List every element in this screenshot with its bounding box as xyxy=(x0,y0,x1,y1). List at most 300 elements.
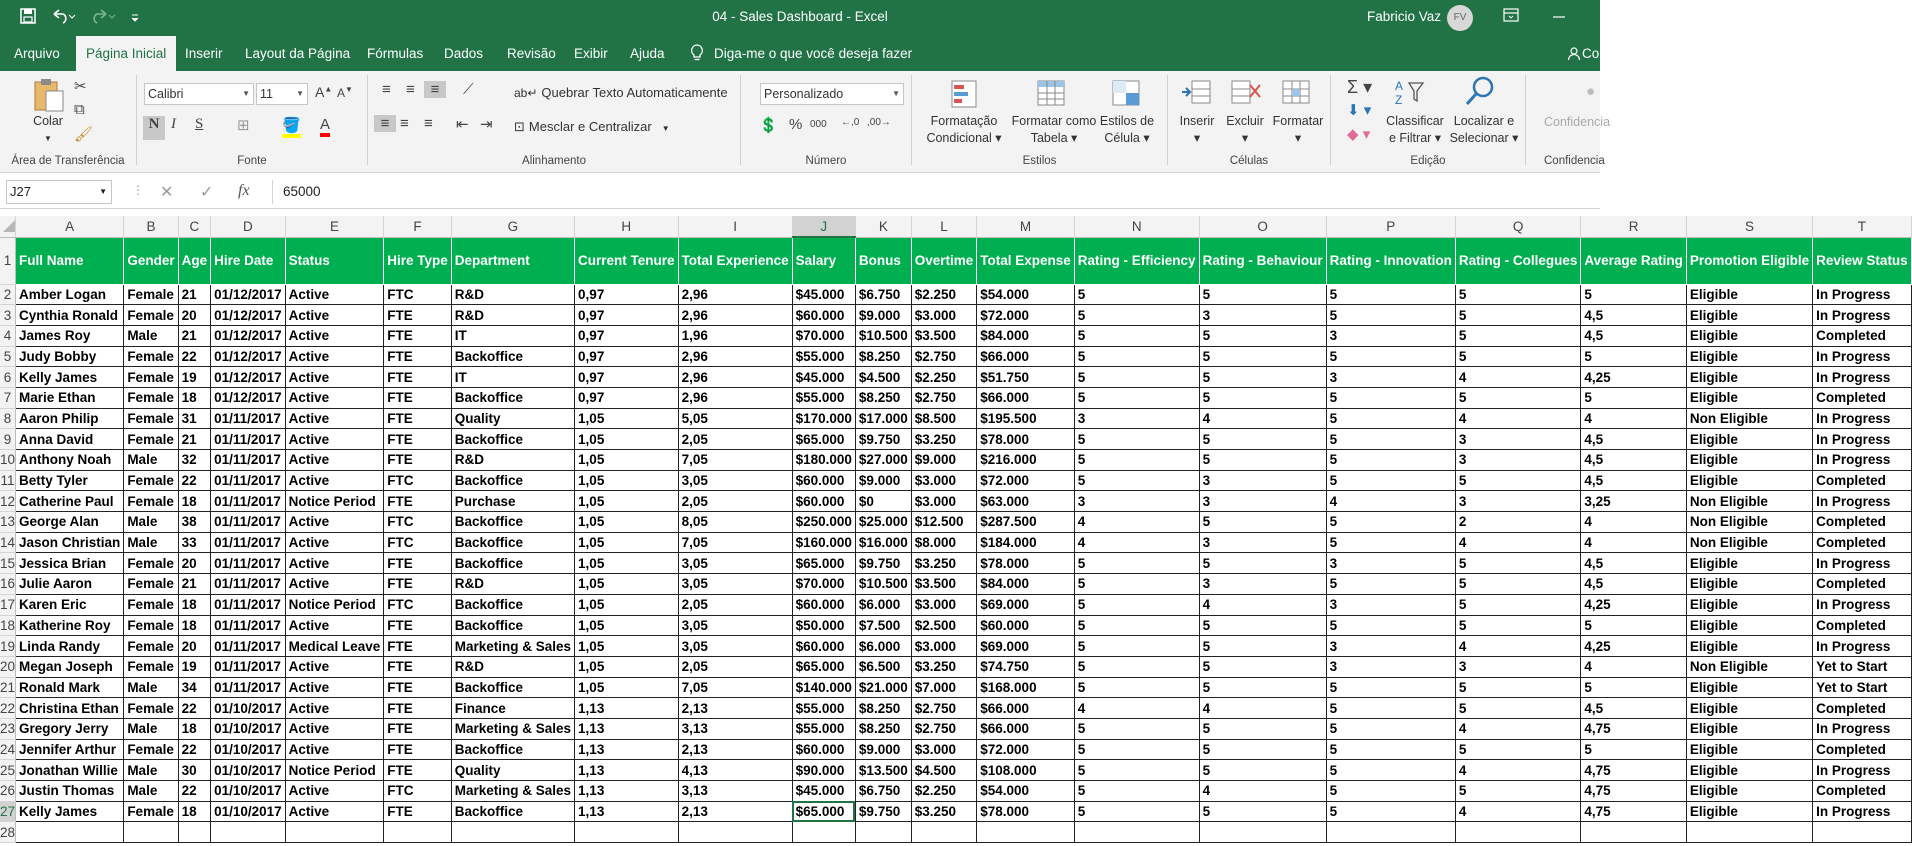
table-cell[interactable]: 5 xyxy=(1326,781,1455,802)
table-cell[interactable]: Backoffice xyxy=(451,801,574,822)
table-cell[interactable]: In Progress xyxy=(1813,346,1912,367)
table-cell[interactable]: 2,05 xyxy=(678,491,792,512)
table-cell[interactable]: Eligible xyxy=(1686,429,1812,450)
table-cell[interactable]: 4,25 xyxy=(1581,594,1687,615)
table-cell[interactable]: $3.000 xyxy=(911,594,977,615)
table-cell[interactable]: Kelly James xyxy=(16,367,124,388)
table-cell[interactable]: $55.000 xyxy=(792,698,855,719)
table-cell[interactable]: 1,05 xyxy=(575,656,679,677)
table-cell[interactable]: 1,05 xyxy=(575,574,679,595)
table-cell[interactable]: 4 xyxy=(1199,781,1326,802)
table-cell[interactable]: 0,97 xyxy=(575,387,679,408)
table-cell[interactable]: $78.000 xyxy=(977,553,1075,574)
table-cell[interactable]: 5 xyxy=(1326,801,1455,822)
table-cell[interactable]: 5 xyxy=(1074,429,1199,450)
table-cell[interactable]: $184.000 xyxy=(977,532,1075,553)
table-cell[interactable]: FTE xyxy=(384,305,452,326)
table-cell[interactable]: 19 xyxy=(178,367,211,388)
table-cell[interactable]: Eligible xyxy=(1686,718,1812,739)
table-cell[interactable]: 3 xyxy=(1326,656,1455,677)
row-header[interactable]: 11 xyxy=(0,470,16,491)
column-header-o[interactable]: O xyxy=(1199,216,1326,237)
table-cell[interactable]: 5 xyxy=(1326,532,1455,553)
table-cell[interactable]: Eligible xyxy=(1686,387,1812,408)
table-cell[interactable] xyxy=(1199,822,1326,843)
table-cell[interactable]: 3 xyxy=(1199,574,1326,595)
header-cell[interactable]: Average Rating xyxy=(1581,237,1687,284)
table-cell[interactable]: Completed xyxy=(1813,698,1912,719)
table-cell[interactable]: R&D xyxy=(451,656,574,677)
table-cell[interactable]: FTE xyxy=(384,801,452,822)
table-cell[interactable]: $3.500 xyxy=(911,325,977,346)
table-cell[interactable]: In Progress xyxy=(1813,450,1912,471)
table-cell[interactable]: 1,05 xyxy=(575,594,679,615)
table-cell[interactable]: 7,05 xyxy=(678,532,792,553)
table-cell[interactable]: Anna David xyxy=(16,429,124,450)
wrap-text-button[interactable] xyxy=(514,85,728,100)
table-cell[interactable]: 01/11/2017 xyxy=(211,553,286,574)
table-cell[interactable]: $90.000 xyxy=(792,760,855,781)
table-cell[interactable]: Gregory Jerry xyxy=(16,718,124,739)
table-cell[interactable]: 1,05 xyxy=(575,677,679,698)
table-cell[interactable]: $65.000 xyxy=(792,656,855,677)
row-header[interactable]: 8 xyxy=(0,408,16,429)
table-cell[interactable]: Active xyxy=(285,367,384,388)
table-cell[interactable]: $2.250 xyxy=(911,367,977,388)
table-cell[interactable]: $66.000 xyxy=(977,718,1075,739)
table-cell[interactable]: 8,05 xyxy=(678,512,792,533)
format-painter-icon[interactable]: 🖌 xyxy=(74,126,94,143)
header-cell[interactable]: Rating - Efficiency xyxy=(1074,237,1199,284)
row-header[interactable]: 17 xyxy=(0,594,16,615)
table-cell[interactable]: $84.000 xyxy=(977,574,1075,595)
table-cell[interactable]: 3,05 xyxy=(678,470,792,491)
table-cell[interactable]: $2.750 xyxy=(911,698,977,719)
table-cell[interactable]: Judy Bobby xyxy=(16,346,124,367)
row-header[interactable]: 7 xyxy=(0,387,16,408)
table-cell[interactable]: Jessica Brian xyxy=(16,553,124,574)
table-cell[interactable]: Quality xyxy=(451,760,574,781)
table-cell[interactable]: $60.000 xyxy=(977,615,1075,636)
table-cell[interactable]: FTE xyxy=(384,367,452,388)
table-cell[interactable]: 1,05 xyxy=(575,429,679,450)
table-cell[interactable]: $66.000 xyxy=(977,346,1075,367)
table-cell[interactable]: 4 xyxy=(1199,594,1326,615)
row-header[interactable]: 3 xyxy=(0,305,16,326)
table-cell[interactable]: 3 xyxy=(1455,429,1581,450)
table-cell[interactable]: Female xyxy=(124,739,178,760)
table-cell[interactable]: $216.000 xyxy=(977,450,1075,471)
table-cell[interactable]: 22 xyxy=(178,470,211,491)
table-cell[interactable]: $25.000 xyxy=(855,512,911,533)
table-cell[interactable]: 2,05 xyxy=(678,429,792,450)
table-cell[interactable]: 4 xyxy=(1455,760,1581,781)
table-cell[interactable]: Betty Tyler xyxy=(16,470,124,491)
table-cell[interactable]: 5 xyxy=(1199,367,1326,388)
column-header-d[interactable]: D xyxy=(211,216,286,237)
table-cell[interactable] xyxy=(16,822,124,843)
copy-icon[interactable]: ⧉ xyxy=(74,101,85,118)
table-cell[interactable] xyxy=(792,822,855,843)
format-cells-button[interactable]: Formatar ▾ xyxy=(1272,114,1324,145)
table-cell[interactable]: George Alan xyxy=(16,512,124,533)
table-cell[interactable]: 5 xyxy=(1581,739,1687,760)
table-cell[interactable]: $51.750 xyxy=(977,367,1075,388)
table-cell[interactable]: 5 xyxy=(1455,305,1581,326)
row-header[interactable]: 6 xyxy=(0,367,16,388)
table-cell[interactable]: In Progress xyxy=(1813,408,1912,429)
row-header[interactable]: 10 xyxy=(0,450,16,471)
table-cell[interactable]: 5 xyxy=(1455,325,1581,346)
table-cell[interactable]: Eligible xyxy=(1686,325,1812,346)
table-cell[interactable] xyxy=(911,822,977,843)
table-cell[interactable]: $55.000 xyxy=(792,718,855,739)
select-all-corner[interactable] xyxy=(0,216,16,237)
align-left-icon[interactable]: ≡ xyxy=(374,115,396,132)
table-cell[interactable]: 18 xyxy=(178,718,211,739)
table-cell[interactable] xyxy=(285,822,384,843)
table-cell[interactable]: 5 xyxy=(1199,387,1326,408)
table-cell[interactable]: $69.000 xyxy=(977,594,1075,615)
table-cell[interactable]: 30 xyxy=(178,760,211,781)
table-cell[interactable]: 5 xyxy=(1074,615,1199,636)
table-cell[interactable]: Female xyxy=(124,698,178,719)
table-cell[interactable]: Male xyxy=(124,325,178,346)
table-cell[interactable]: Non Eligible xyxy=(1686,491,1812,512)
table-cell[interactable]: 3 xyxy=(1326,325,1455,346)
table-cell[interactable]: Male xyxy=(124,781,178,802)
active-cell[interactable]: $65.000 xyxy=(792,801,855,822)
table-cell[interactable]: 5 xyxy=(1326,408,1455,429)
table-cell[interactable]: 20 xyxy=(178,305,211,326)
paste-button[interactable]: Colar xyxy=(33,114,63,128)
table-cell[interactable]: 3 xyxy=(1326,594,1455,615)
table-cell[interactable]: 01/11/2017 xyxy=(211,656,286,677)
row-header[interactable]: 28 xyxy=(0,822,16,843)
header-cell[interactable]: Rating - Innovation xyxy=(1326,237,1455,284)
table-cell[interactable]: $3.250 xyxy=(911,656,977,677)
table-cell[interactable]: 4 xyxy=(1581,512,1687,533)
table-cell[interactable]: Female xyxy=(124,387,178,408)
table-cell[interactable]: In Progress xyxy=(1813,718,1912,739)
table-cell[interactable]: 5 xyxy=(1455,615,1581,636)
header-cell[interactable]: Department xyxy=(451,237,574,284)
table-cell[interactable]: $3.250 xyxy=(911,553,977,574)
table-cell[interactable]: Active xyxy=(285,781,384,802)
table-cell[interactable]: Completed xyxy=(1813,615,1912,636)
table-cell[interactable]: 5 xyxy=(1199,677,1326,698)
table-cell[interactable]: 5 xyxy=(1074,677,1199,698)
table-cell[interactable]: 38 xyxy=(178,512,211,533)
table-cell[interactable]: Medical Leave xyxy=(285,636,384,657)
table-cell[interactable]: 3 xyxy=(1326,367,1455,388)
table-cell[interactable]: $55.000 xyxy=(792,346,855,367)
table-cell[interactable]: 5 xyxy=(1074,305,1199,326)
column-header-a[interactable]: A xyxy=(16,216,124,237)
table-cell[interactable]: 4,75 xyxy=(1581,801,1687,822)
column-header-m[interactable]: M xyxy=(977,216,1075,237)
table-cell[interactable]: FTE xyxy=(384,615,452,636)
table-cell[interactable]: 1,05 xyxy=(575,512,679,533)
table-cell[interactable]: 0,97 xyxy=(575,284,679,305)
table-cell[interactable]: 01/10/2017 xyxy=(211,801,286,822)
table-cell[interactable]: 01/11/2017 xyxy=(211,636,286,657)
table-cell[interactable]: Active xyxy=(285,429,384,450)
row-header[interactable]: 14 xyxy=(0,532,16,553)
table-cell[interactable]: Ronald Mark xyxy=(16,677,124,698)
table-cell[interactable]: $170.000 xyxy=(792,408,855,429)
table-cell[interactable]: Jonathan Willie xyxy=(16,760,124,781)
table-cell[interactable]: Notice Period xyxy=(285,491,384,512)
table-cell[interactable]: Quality xyxy=(451,408,574,429)
table-cell[interactable]: $66.000 xyxy=(977,698,1075,719)
avatar[interactable]: FV xyxy=(1447,5,1473,31)
table-cell[interactable]: 20 xyxy=(178,553,211,574)
table-cell[interactable] xyxy=(1326,822,1455,843)
header-cell[interactable]: Hire Date xyxy=(211,237,286,284)
table-cell[interactable]: $6.500 xyxy=(855,656,911,677)
table-cell[interactable]: Female xyxy=(124,284,178,305)
table-cell[interactable]: 5 xyxy=(1455,553,1581,574)
tab-revisao[interactable]: Revisão xyxy=(507,46,556,61)
table-cell[interactable]: 3,05 xyxy=(678,615,792,636)
table-cell[interactable]: In Progress xyxy=(1813,284,1912,305)
table-cell[interactable]: 2,05 xyxy=(678,656,792,677)
table-cell[interactable]: $10.500 xyxy=(855,325,911,346)
table-cell[interactable]: 21 xyxy=(178,325,211,346)
table-cell[interactable]: Female xyxy=(124,615,178,636)
table-cell[interactable]: Backoffice xyxy=(451,594,574,615)
table-cell[interactable]: 5 xyxy=(1074,553,1199,574)
table-cell[interactable]: 2,96 xyxy=(678,367,792,388)
table-cell[interactable]: 4 xyxy=(1581,532,1687,553)
table-cell[interactable]: FTE xyxy=(384,450,452,471)
table-cell[interactable]: 5 xyxy=(1326,346,1455,367)
table-cell[interactable]: Backoffice xyxy=(451,470,574,491)
table-cell[interactable]: 5 xyxy=(1074,367,1199,388)
table-cell[interactable] xyxy=(1813,822,1912,843)
row-header[interactable]: 26 xyxy=(0,781,16,802)
column-header-r[interactable]: R xyxy=(1581,216,1687,237)
table-cell[interactable]: Active xyxy=(285,718,384,739)
table-cell[interactable]: FTE xyxy=(384,429,452,450)
cell-styles-button[interactable]: Estilos de Célula ▾ xyxy=(1099,114,1155,145)
table-cell[interactable]: Christina Ethan xyxy=(16,698,124,719)
table-cell[interactable]: FTC xyxy=(384,470,452,491)
column-header-n[interactable]: N xyxy=(1074,216,1199,237)
table-cell[interactable]: Katherine Roy xyxy=(16,615,124,636)
format-as-table-button[interactable]: Formatar como Tabela ▾ xyxy=(1011,114,1097,145)
table-cell[interactable]: 01/11/2017 xyxy=(211,470,286,491)
table-cell[interactable]: 7,05 xyxy=(678,677,792,698)
table-cell[interactable]: FTE xyxy=(384,656,452,677)
table-cell[interactable]: 34 xyxy=(178,677,211,698)
bold-button[interactable]: N xyxy=(143,116,165,140)
tell-me-search[interactable] xyxy=(690,36,912,71)
table-cell[interactable]: 0,97 xyxy=(575,325,679,346)
table-cell[interactable]: In Progress xyxy=(1813,553,1912,574)
table-cell[interactable]: $180.000 xyxy=(792,450,855,471)
table-cell[interactable]: 1,13 xyxy=(575,781,679,802)
table-cell[interactable]: Active xyxy=(285,284,384,305)
table-cell[interactable]: 01/11/2017 xyxy=(211,491,286,512)
table-cell[interactable]: $66.000 xyxy=(977,387,1075,408)
ribbon-display-options-icon[interactable] xyxy=(1503,8,1519,25)
customize-qat-icon[interactable] xyxy=(130,10,140,28)
user-name[interactable]: Fabricio Vaz xyxy=(1367,9,1442,24)
table-cell[interactable]: Eligible xyxy=(1686,615,1812,636)
table-cell[interactable]: 01/11/2017 xyxy=(211,677,286,698)
table-cell[interactable]: 5 xyxy=(1326,387,1455,408)
column-header-g[interactable]: G xyxy=(451,216,574,237)
table-cell[interactable]: Non Eligible xyxy=(1686,408,1812,429)
increase-font-icon[interactable]: A▲ xyxy=(315,84,333,100)
table-cell[interactable]: $3.000 xyxy=(911,636,977,657)
orientation-icon[interactable]: ⟋ xyxy=(463,81,474,98)
table-cell[interactable]: 3 xyxy=(1455,656,1581,677)
table-cell[interactable]: 5 xyxy=(1199,346,1326,367)
table-cell[interactable]: $160.000 xyxy=(792,532,855,553)
redo-icon[interactable] xyxy=(90,8,116,29)
table-cell[interactable]: $3.000 xyxy=(911,739,977,760)
table-cell[interactable]: Female xyxy=(124,470,178,491)
row-header[interactable]: 25 xyxy=(0,760,16,781)
table-cell[interactable]: 5,05 xyxy=(678,408,792,429)
table-cell[interactable]: 5 xyxy=(1455,574,1581,595)
header-cell[interactable]: Hire Type xyxy=(384,237,452,284)
table-cell[interactable]: 3 xyxy=(1326,636,1455,657)
table-cell[interactable]: 5 xyxy=(1326,305,1455,326)
table-cell[interactable]: 5 xyxy=(1199,718,1326,739)
table-cell[interactable]: Eligible xyxy=(1686,284,1812,305)
table-cell[interactable]: 3,05 xyxy=(678,636,792,657)
table-cell[interactable]: 4,13 xyxy=(678,760,792,781)
table-cell[interactable]: Eligible xyxy=(1686,801,1812,822)
header-cell[interactable]: Review Status xyxy=(1813,237,1912,284)
column-header-f[interactable]: F xyxy=(384,216,452,237)
table-cell[interactable]: 1,05 xyxy=(575,408,679,429)
table-cell[interactable]: 3,05 xyxy=(678,553,792,574)
table-cell[interactable]: 5 xyxy=(1581,615,1687,636)
table-cell[interactable]: Backoffice xyxy=(451,553,574,574)
tab-inserir[interactable]: Inserir xyxy=(185,46,223,61)
table-cell[interactable]: Male xyxy=(124,677,178,698)
table-cell[interactable]: Female xyxy=(124,305,178,326)
table-cell[interactable]: 5 xyxy=(1074,781,1199,802)
tab-exibir[interactable]: Exibir xyxy=(574,46,608,61)
table-cell[interactable]: Aaron Philip xyxy=(16,408,124,429)
table-cell[interactable]: R&D xyxy=(451,574,574,595)
table-cell[interactable]: 5 xyxy=(1074,325,1199,346)
table-cell[interactable]: Male xyxy=(124,760,178,781)
table-cell[interactable]: 3 xyxy=(1199,491,1326,512)
table-cell[interactable]: 01/12/2017 xyxy=(211,346,286,367)
table-cell[interactable]: 4 xyxy=(1455,367,1581,388)
table-cell[interactable]: Eligible xyxy=(1686,677,1812,698)
table-cell[interactable]: 5 xyxy=(1326,450,1455,471)
table-cell[interactable]: Female xyxy=(124,367,178,388)
table-cell[interactable]: 5 xyxy=(1074,739,1199,760)
table-cell[interactable]: 33 xyxy=(178,532,211,553)
table-cell[interactable]: Active xyxy=(285,698,384,719)
column-header-e[interactable]: E xyxy=(285,216,384,237)
table-cell[interactable]: 22 xyxy=(178,739,211,760)
underline-button[interactable]: S xyxy=(195,116,204,132)
table-cell[interactable]: In Progress xyxy=(1813,367,1912,388)
table-cell[interactable]: In Progress xyxy=(1813,636,1912,657)
table-cell[interactable]: 3 xyxy=(1455,491,1581,512)
column-header-t[interactable]: T xyxy=(1813,216,1912,237)
table-cell[interactable]: 5 xyxy=(1455,346,1581,367)
table-cell[interactable]: Eligible xyxy=(1686,346,1812,367)
table-cell[interactable]: 5 xyxy=(1199,739,1326,760)
row-header[interactable]: 5 xyxy=(0,346,16,367)
table-cell[interactable]: $6.000 xyxy=(855,636,911,657)
header-cell[interactable]: Total Expense xyxy=(977,237,1075,284)
table-cell[interactable]: Active xyxy=(285,615,384,636)
table-cell[interactable]: James Roy xyxy=(16,325,124,346)
table-cell[interactable]: 01/10/2017 xyxy=(211,718,286,739)
table-cell[interactable]: Notice Period xyxy=(285,594,384,615)
table-cell[interactable]: 01/11/2017 xyxy=(211,615,286,636)
clear-icon[interactable]: ◆ ▾ xyxy=(1347,126,1371,143)
sensitivity-button[interactable]: Confidencia xyxy=(1544,115,1611,129)
table-cell[interactable]: 1,05 xyxy=(575,491,679,512)
table-cell[interactable]: 1,13 xyxy=(575,739,679,760)
row-header[interactable]: 22 xyxy=(0,698,16,719)
header-cell[interactable]: Total Experience xyxy=(678,237,792,284)
table-cell[interactable]: Completed xyxy=(1813,325,1912,346)
table-cell[interactable]: $9.750 xyxy=(855,429,911,450)
column-header-b[interactable]: B xyxy=(124,216,178,237)
table-cell[interactable]: In Progress xyxy=(1813,305,1912,326)
table-cell[interactable]: Non Eligible xyxy=(1686,656,1812,677)
font-color-icon[interactable]: A xyxy=(320,116,330,137)
align-center-icon[interactable]: ≡ xyxy=(400,115,409,132)
table-cell[interactable]: 5 xyxy=(1199,429,1326,450)
table-cell[interactable]: 3 xyxy=(1199,470,1326,491)
table-cell[interactable]: Female xyxy=(124,574,178,595)
formula-bar-options-icon[interactable]: ⋮ xyxy=(132,183,144,197)
header-cell[interactable]: Current Tenure xyxy=(575,237,679,284)
table-cell[interactable]: Active xyxy=(285,532,384,553)
column-header-s[interactable]: S xyxy=(1686,216,1812,237)
table-cell[interactable]: FTE xyxy=(384,718,452,739)
table-cell[interactable]: Eligible xyxy=(1686,594,1812,615)
delete-cells-icon[interactable] xyxy=(1228,77,1262,111)
table-cell[interactable]: $65.000 xyxy=(792,553,855,574)
paste-dropdown-icon[interactable]: ▼ xyxy=(44,134,52,143)
table-cell[interactable]: 2,96 xyxy=(678,346,792,367)
table-cell[interactable]: $13.500 xyxy=(855,760,911,781)
table-cell[interactable]: 2,05 xyxy=(678,594,792,615)
increase-decimal-icon[interactable]: ←,0 xyxy=(841,117,860,128)
table-cell[interactable]: 5 xyxy=(1074,450,1199,471)
row-header[interactable]: 24 xyxy=(0,739,16,760)
table-cell[interactable]: Eligible xyxy=(1686,636,1812,657)
table-cell[interactable]: FTE xyxy=(384,574,452,595)
number-format-select[interactable] xyxy=(760,83,904,105)
table-cell[interactable]: 5 xyxy=(1581,284,1687,305)
increase-indent-icon[interactable]: ⇥ xyxy=(480,116,493,133)
table-cell[interactable]: $9.000 xyxy=(911,450,977,471)
table-cell[interactable]: Amber Logan xyxy=(16,284,124,305)
table-cell[interactable]: FTC xyxy=(384,532,452,553)
table-cell[interactable]: 2,96 xyxy=(678,284,792,305)
table-cell[interactable]: 5 xyxy=(1455,698,1581,719)
table-cell[interactable]: 5 xyxy=(1326,574,1455,595)
table-cell[interactable]: 22 xyxy=(178,781,211,802)
